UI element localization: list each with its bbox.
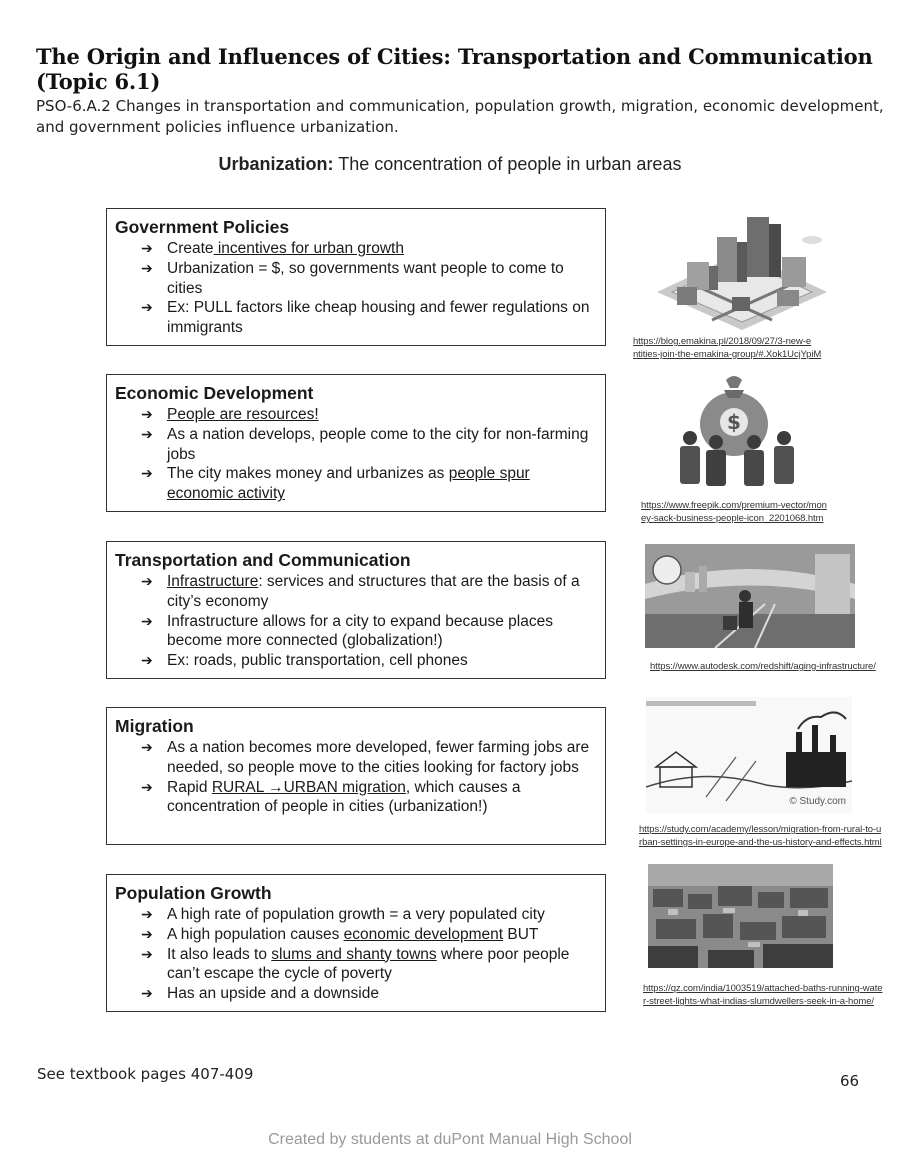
bullet-text: Ex: PULL factors like cheap housing and fewer regulations on immigrants xyxy=(167,299,590,337)
image-caption-link[interactable]: https://www.freepik.com/premium-vector/mon ey-sack-business-people-icon_2201068.htm xyxy=(641,500,827,524)
bullet-text: A high population causes xyxy=(167,925,344,943)
bullet-text: Rapid xyxy=(167,778,212,796)
definition xyxy=(0,154,900,175)
credit-line: Created by students at duPont Manual High School xyxy=(268,1131,632,1148)
bullet-item xyxy=(141,945,595,985)
image-caption-link[interactable]: https://qz.com/india/1003519/attached-baths-running-wate r-street-lights-what-indias-slumdwellers-seek-in-a-home/ xyxy=(643,983,883,1007)
bullet-text: As a nation develops, people come to the city for non-farming jobs xyxy=(167,425,589,463)
section-population-growth xyxy=(106,874,606,1012)
money-sack-business-people-image xyxy=(672,372,804,490)
underlined-text: People are resources! xyxy=(167,406,319,423)
section-heading: Government Policies xyxy=(115,217,290,237)
arrow-bullet-icon: ➔ xyxy=(141,573,153,589)
section-economic-development xyxy=(106,374,606,512)
bullet-item xyxy=(141,925,595,945)
slum-photo-image xyxy=(648,864,833,968)
rural-to-urban-sketch-image xyxy=(646,697,852,813)
section-migration xyxy=(106,707,606,845)
bullet-text: Infrastructure allows for a city to expand because places become more connected (globalization!) xyxy=(167,612,553,650)
image-caption-link[interactable]: https://study.com/academy/lesson/migration-from-rural-to-u rban-settings-in-europe-and-the-us-history-and-effects.html xyxy=(639,824,882,848)
section-government-policies xyxy=(106,208,606,346)
bullet-item xyxy=(141,405,595,425)
bullet-item xyxy=(141,239,595,259)
underlined-text: slums and shanty towns xyxy=(271,945,437,963)
svg-text:$: $ xyxy=(727,410,741,434)
image-caption-link[interactable]: https://blog.emakina.pl/2018/09/27/3-new-e ntities-join-the-emakina-group/#.Xok1UcjYpiM xyxy=(633,336,822,360)
section-heading: Migration xyxy=(115,716,194,736)
bullet-list xyxy=(115,905,605,1004)
city-isometric-image xyxy=(652,212,830,330)
arrow-bullet-icon: ➔ xyxy=(141,945,153,962)
bullet-list xyxy=(115,738,605,817)
arrow-bullet-icon: ➔ xyxy=(141,406,153,422)
bullet-text: A high rate of population growth = a very populated city xyxy=(167,906,545,923)
underlined-text: people spur economic activity xyxy=(167,465,530,503)
arrow-bullet-icon: ➔ xyxy=(141,739,153,755)
image-watermark: © Study.com xyxy=(789,796,846,807)
bullet-text: Has an upside and a downside xyxy=(167,985,379,1003)
page-title: The Origin and Influences of Cities: Transportation and Communication (Topic 6.1) xyxy=(36,44,873,94)
arrow-bullet-icon: ➔ xyxy=(141,985,153,1002)
page-number: 66 xyxy=(840,1072,860,1090)
section-heading: Population Growth xyxy=(115,883,272,903)
bullet-item xyxy=(141,984,595,1004)
bullet-item xyxy=(141,464,595,504)
bullet-text: , which causes a concentration of people in cities (urbanization!) xyxy=(167,778,521,816)
arrow-bullet-icon: ➔ xyxy=(141,259,153,276)
bullet-text: As a nation becomes more developed, fewer farming jobs are needed, so people move to the cities looking for factory jobs xyxy=(167,739,590,776)
bullet-list xyxy=(115,572,605,671)
standard-statement: PSO-6.A.2 Changes in transportation and communication, population growth, migration, economic development, and government policies influence urbanization. xyxy=(36,97,884,136)
underlined-text: RURAL →URBAN migration xyxy=(211,778,406,796)
bullet-text: : services and structures that are the basis of a city’s economy xyxy=(167,573,580,610)
definition-text: The concentration of people in urban areas xyxy=(333,154,682,174)
arrow-bullet-icon: ➔ xyxy=(141,925,153,942)
arrow-bullet-icon: ➔ xyxy=(141,299,153,316)
arrow-bullet-icon: ➔ xyxy=(141,906,153,922)
arrow-bullet-icon: ➔ xyxy=(141,465,153,482)
bullet-text: Ex: roads, public transportation, cell phones xyxy=(167,652,468,670)
bullet-item xyxy=(141,259,595,299)
textbook-reference: See textbook pages 407-409 xyxy=(37,1065,254,1083)
section-heading: Economic Development xyxy=(115,383,314,403)
arrow-bullet-icon: ➔ xyxy=(141,778,153,795)
bullet-text: Create xyxy=(167,240,214,257)
bullet-item xyxy=(141,298,595,338)
arrow-bullet-icon: ➔ xyxy=(141,612,153,629)
underlined-text: Infrastructure xyxy=(167,573,259,590)
bullet-item xyxy=(141,425,595,465)
bullet-list xyxy=(115,405,605,504)
infrastructure-illustration-image xyxy=(645,544,855,648)
bullet-item xyxy=(141,905,595,925)
arrow-bullet-icon: ➔ xyxy=(141,425,153,442)
bullet-list xyxy=(115,239,605,338)
section-transportation-communication xyxy=(106,541,606,679)
section-heading: Transportation and Communication xyxy=(115,550,411,570)
bullet-item xyxy=(141,572,595,612)
arrow-bullet-icon: ➔ xyxy=(141,652,153,669)
bullet-text: It also leads to xyxy=(167,945,272,963)
underlined-text: incentives for urban growth xyxy=(213,240,404,257)
arrow-bullet-icon: ➔ xyxy=(141,240,153,256)
definition-term: Urbanization: xyxy=(218,154,334,174)
bullet-item xyxy=(141,612,595,652)
underlined-text: economic development xyxy=(343,925,504,943)
bullet-text: BUT xyxy=(503,925,539,943)
bullet-item xyxy=(141,651,595,671)
bullet-text: The city makes money and urbanizes as xyxy=(167,465,449,483)
bullet-text: Urbanization = $, so governments want people to come to cities xyxy=(167,259,564,297)
bullet-text: where poor people can’t escape the cycle of poverty xyxy=(167,945,570,983)
bullet-item xyxy=(141,778,595,818)
image-caption-link[interactable]: https://www.autodesk.com/redshift/aging-infrastructure/ xyxy=(650,661,876,672)
bullet-item xyxy=(141,738,595,778)
